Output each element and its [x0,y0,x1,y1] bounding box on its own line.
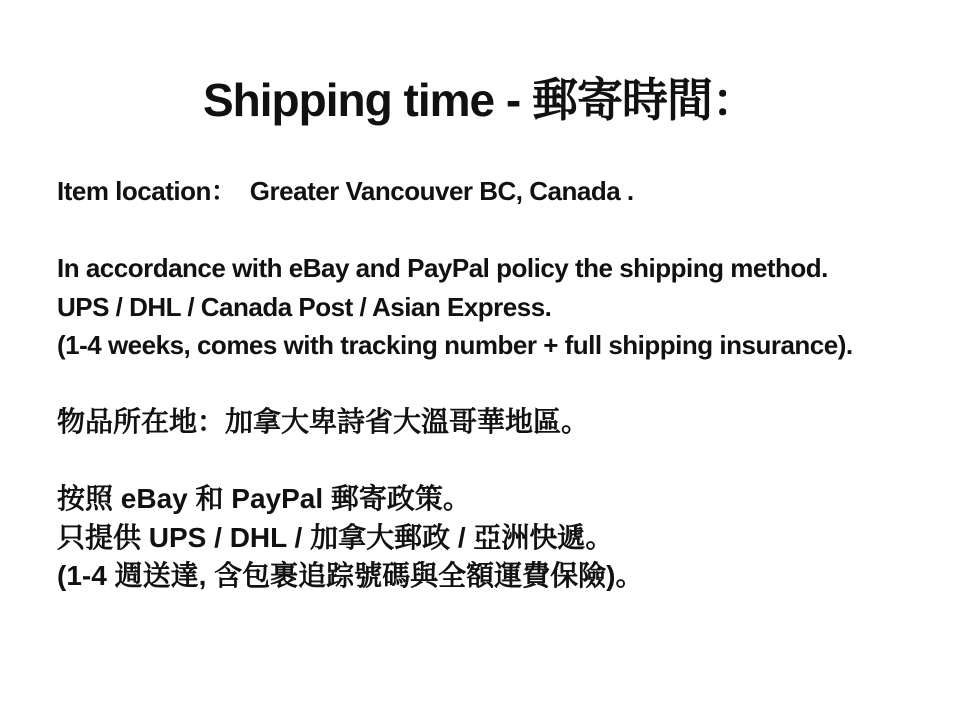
body-text-block [57,172,940,596]
blank-line [57,442,940,481]
text-line-duration-zh: (1-4 週送達, 含包裹追踪號碼與全額運費保險)。 [57,560,644,591]
text-line-carriers-en: UPS / DHL / Canada Post / Asian Express. [57,291,552,322]
blank-line [57,365,940,404]
blank-line [57,211,940,250]
text-line-duration-en: (1-4 weeks, comes with tracking number + full shipping insurance). [57,330,853,360]
text-line-policy-zh: 按照 eBay 和 PayPal 郵寄政策。 [57,483,471,514]
text-line-carriers-zh: 只提供 UPS / DHL / 加拿大郵政 / 亞洲快遞。 [57,521,614,553]
text-line-policy-en: In accordance with eBay and PayPal policy the shipping method. [57,253,828,283]
text-line-item-location-zh: 物品所在地：加拿大卑詩省大溫哥華地區。 [57,406,590,437]
text-line-item-location: Item location： Greater Vancouver BC, Canada . [57,176,634,206]
slide-title: Shipping time - 郵寄時間： [203,74,757,126]
